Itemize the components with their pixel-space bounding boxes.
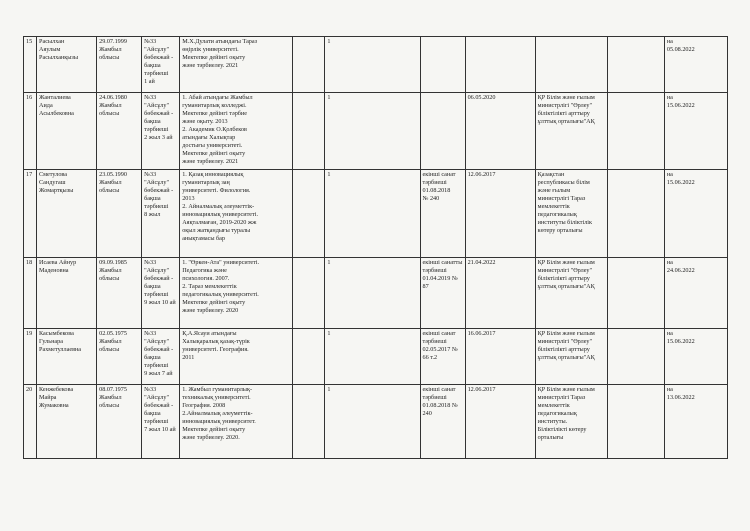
cell-text-line: бөбекжай -	[144, 187, 174, 194]
cell-text-line: ҚР Білім және ғылым	[537, 259, 595, 266]
cell-text-line: біліктілікті арттыру	[537, 110, 590, 117]
table-body	[24, 37, 728, 459]
cell-text-line: Аяулым	[39, 46, 61, 53]
cell-text-line: республикасы білім	[537, 179, 590, 186]
cell-text-line: "Айсұлу"	[144, 102, 170, 109]
cell-text-line: 02.05.1975	[99, 330, 127, 337]
cell-birth-date-region	[97, 385, 142, 459]
cell-text: 1	[327, 386, 331, 393]
cell-text-line: бақша	[144, 410, 161, 417]
cell-text-line: министрлігі Тараз	[537, 195, 586, 202]
cell-text-line: тәрбиеші 01.08.2018	[422, 179, 451, 194]
cell-text-line: 2011	[182, 354, 195, 361]
cell-text-line: 15.06.2022	[666, 338, 695, 345]
cell-text-line: бақша	[144, 62, 161, 69]
cell-text-line: тәрбиеші	[422, 267, 447, 274]
cell-text-line: облысы	[99, 110, 120, 117]
cell-empty	[293, 258, 325, 329]
cell-text-line: М.Х.Дулати атындағы Тараз	[182, 38, 258, 45]
cell-text-line: "Айсұлу"	[144, 46, 170, 53]
cell-text-line: Сметулова	[39, 171, 68, 178]
cell-text-line: 2. Тараз мемлекеттік	[182, 283, 237, 290]
cell-text-line: 1. "Өркен-Ата" университеті.	[182, 259, 260, 266]
cell-text-line: және тәрбиелеу. 2021	[182, 158, 239, 165]
cell-education	[180, 93, 293, 170]
table-row	[24, 329, 728, 385]
cell-text-line: бақша	[144, 283, 161, 290]
cell-text-line: ҚР Білім және ғылым	[537, 94, 595, 101]
cell-text-line: на	[666, 259, 673, 266]
cell-text-line: № 240	[422, 195, 440, 202]
cell-full-name	[37, 170, 97, 258]
cell-text-line: Сандугаш	[39, 179, 66, 186]
cell-text-line: 2. Айналмалық әлеуметтік-	[182, 203, 255, 210]
cell-count	[325, 258, 420, 329]
cell-text-line: университеті. Филология.	[182, 187, 251, 194]
cell-blank	[607, 385, 664, 459]
cell-text-line: Исаева Айнур	[39, 259, 77, 266]
staff-table	[23, 36, 728, 459]
cell-text-line: педагогикалық университеті.	[182, 291, 259, 298]
cell-text-line: 2.Айналмалық әлеуметтік-	[182, 410, 253, 417]
cell-due-date	[664, 385, 727, 459]
cell-empty	[293, 385, 325, 459]
cell-empty	[293, 37, 325, 93]
cell-blank	[607, 93, 664, 170]
cell-text-line: тәрбиеші	[422, 394, 447, 401]
cell-text-line: Аяқталмаған, 2019-2020 жж	[182, 219, 257, 226]
cell-text-line: №33	[144, 330, 157, 337]
cell-workplace-position	[142, 258, 180, 329]
cell-text-line: бақша	[144, 195, 161, 202]
cell-text-line: бөбекжай -	[144, 54, 174, 61]
cell-text: 15	[26, 38, 33, 45]
cell-text-line: институты біліктілік	[537, 219, 593, 226]
cell-text-line: 1 ай	[144, 78, 155, 85]
table-row	[24, 385, 728, 459]
cell-text-line: 29.07.1999	[99, 38, 127, 45]
cell-text-line: 23.05.1990	[99, 171, 127, 178]
cell-count	[325, 329, 420, 385]
cell-text-line: біліктілікті арттыру	[537, 346, 590, 353]
cell-text-line: ҚР Білім және ғылым	[537, 330, 595, 337]
cell-text-line: психология. 2007.	[182, 275, 230, 282]
cell-text-line: 1. Абай атындағы Жамбыл	[182, 94, 253, 101]
cell-workplace-position	[142, 170, 180, 258]
cell-category	[420, 37, 465, 93]
cell-text-line: Расылхан	[39, 38, 65, 45]
cell-text-line: гуманитарлық заң	[182, 179, 230, 186]
cell-text-line: педагогикалық	[537, 211, 577, 218]
cell-text-line: мемлекеттік	[537, 203, 570, 210]
cell-text-line: Жамбыл	[99, 102, 122, 109]
cell-text-line: Жанталиева	[39, 94, 71, 101]
cell-text-line: 09.09.1985	[99, 259, 127, 266]
cell-course-provider	[535, 258, 607, 329]
cell-text-line: тәрбиеші	[144, 203, 169, 210]
cell-text-line: инновациялық университеті.	[182, 211, 259, 218]
cell-birth-date-region	[97, 93, 142, 170]
cell-due-date	[664, 93, 727, 170]
cell-text: 1	[327, 38, 331, 45]
cell-text-line: 9 жыл 7 ай	[144, 370, 173, 377]
cell-text: 12.06.2017	[467, 386, 496, 393]
cell-text-line: Кенжебекова	[39, 386, 74, 393]
cell-text-line: 01.04.2019 № 87	[422, 275, 458, 290]
cell-course-date	[465, 329, 535, 385]
cell-text-line: Расылханқызы	[39, 54, 79, 61]
cell-text: 21.04.2022	[467, 259, 496, 266]
cell-text-line: оқыл жатқандығы туралы	[182, 227, 251, 234]
cell-due-date	[664, 170, 727, 258]
cell-text-line: біліктілікті арттыру	[537, 275, 590, 282]
cell-course-provider	[535, 385, 607, 459]
cell-full-name	[37, 93, 97, 170]
cell-category	[420, 170, 465, 258]
cell-text: 1	[327, 94, 331, 101]
cell-empty	[293, 329, 325, 385]
cell-text-line: 2. Академик О.Қолбеков	[182, 126, 247, 133]
cell-text-line: №33	[144, 94, 157, 101]
cell-count	[325, 385, 420, 459]
cell-birth-date-region	[97, 37, 142, 93]
cell-full-name	[37, 37, 97, 93]
cell-text-line: және тәрбиелеу. 2020	[182, 307, 239, 314]
cell-text-line: инновациялық университет.	[182, 418, 256, 425]
cell-text-line: және оқыту. 2013	[182, 118, 228, 125]
cell-full-name	[37, 258, 97, 329]
cell-text-line: Рахметуллаевна	[39, 346, 82, 353]
cell-text-line: Жамбыл	[99, 338, 122, 345]
cell-text-line: 2 жыл 3 ай	[144, 134, 173, 141]
cell-number	[24, 37, 37, 93]
cell-text-line: 2013	[182, 195, 195, 202]
cell-education	[180, 170, 293, 258]
cell-text-line: 01.08.2018 № 240	[422, 402, 458, 417]
cell-education	[180, 258, 293, 329]
cell-count	[325, 37, 420, 93]
cell-course-date	[465, 170, 535, 258]
cell-text-line: Біліктілікті көтеру	[537, 426, 587, 433]
cell-text-line: 24.06.2022	[666, 267, 695, 274]
cell-course-date	[465, 258, 535, 329]
cell-text-line: Мектепке дейінгі тәрбие	[182, 110, 247, 117]
cell-text: 16	[26, 94, 33, 101]
cell-number	[24, 258, 37, 329]
cell-text-line: тәрбиеші	[144, 126, 169, 133]
cell-text-line: министрлігі "Өрлеу"	[537, 267, 592, 274]
cell-text-line: екінші санат	[422, 386, 456, 393]
cell-text-line: Маденовна	[39, 267, 69, 274]
cell-course-provider	[535, 93, 607, 170]
cell-text: 1	[327, 259, 331, 266]
cell-text: 1	[327, 330, 331, 337]
cell-empty	[293, 170, 325, 258]
cell-category	[420, 258, 465, 329]
cell-text-line: №33	[144, 38, 157, 45]
cell-text-line: және тәрбиелеу. 2021	[182, 62, 239, 69]
cell-course-provider	[535, 37, 607, 93]
cell-course-date	[465, 37, 535, 93]
cell-birth-date-region	[97, 329, 142, 385]
table-row	[24, 170, 728, 258]
cell-category	[420, 329, 465, 385]
cell-text-line: анықтамасы бар	[182, 235, 226, 242]
cell-text-line: на	[666, 38, 673, 45]
cell-course-provider	[535, 170, 607, 258]
cell-text-line: тәрбиеші	[144, 418, 169, 425]
table-row	[24, 258, 728, 329]
cell-text-line: Мектепке дейінгі оқыту	[182, 54, 246, 61]
cell-due-date	[664, 258, 727, 329]
cell-text-line: министрлігі "Өрлеу"	[537, 102, 592, 109]
cell-category	[420, 93, 465, 170]
cell-text-line: "Айсұлу"	[144, 394, 170, 401]
cell-text-line: №33	[144, 171, 157, 178]
cell-count	[325, 93, 420, 170]
cell-text-line: 8 жыл	[144, 211, 161, 218]
cell-text: 1	[327, 171, 331, 178]
cell-text-line: на	[666, 330, 673, 337]
cell-text-line: екінші санатты	[422, 259, 463, 266]
cell-text-line: Қ.А.Ясауи атындағы	[182, 330, 237, 337]
cell-text-line: Халықаралық қазақ-түрік	[182, 338, 250, 345]
cell-category	[420, 385, 465, 459]
cell-blank	[607, 37, 664, 93]
cell-text-line: "Айсұлу"	[144, 267, 170, 274]
cell-text: 17	[26, 171, 33, 178]
cell-text-line: мемлекеттік	[537, 402, 570, 409]
cell-text-line: достығы университеті.	[182, 142, 243, 149]
cell-blank	[607, 258, 664, 329]
cell-text: 06.05.2020	[467, 94, 496, 101]
cell-text-line: 9 жыл 10 ай	[144, 299, 176, 306]
cell-workplace-position	[142, 385, 180, 459]
cell-text-line: министрлігі "Өрлеу"	[537, 338, 592, 345]
cell-text-line: атындағы Халықтар	[182, 134, 236, 141]
table-row	[24, 93, 728, 170]
cell-text-line: орталығы	[537, 434, 564, 441]
cell-text-line: Жамбыл	[99, 267, 122, 274]
cell-text-line: на	[666, 94, 673, 101]
cell-text-line: тәрбиеші	[144, 291, 169, 298]
cell-text-line: Жамбыл	[99, 179, 122, 186]
cell-text-line: География. 2008	[182, 402, 226, 409]
cell-number	[24, 93, 37, 170]
cell-text-line: Мектепке дейінгі оқыту	[182, 426, 246, 433]
cell-text-line: Асылбековна	[39, 110, 74, 117]
cell-text-line: облысы	[99, 346, 120, 353]
cell-text-line: Жамбыл	[99, 394, 122, 401]
cell-text: 12.06.2017	[467, 171, 496, 178]
cell-text-line: 1. Жамбыл гуманитарлық-	[182, 386, 253, 393]
cell-text-line: 7 жыл 10 ай	[144, 426, 176, 433]
cell-text-line: университеті. География.	[182, 346, 249, 353]
cell-empty	[293, 93, 325, 170]
cell-text-line: тәрбиеші	[144, 362, 169, 369]
cell-text-line: 15.06.2022	[666, 179, 695, 186]
cell-workplace-position	[142, 329, 180, 385]
cell-text-line: 05.08.2022	[666, 46, 695, 53]
cell-text: 18	[26, 259, 33, 266]
cell-text-line: көтеру орталығы	[537, 227, 583, 234]
cell-education	[180, 37, 293, 93]
cell-text-line: Касымбекова	[39, 330, 74, 337]
cell-text-line: облысы	[99, 54, 120, 61]
cell-text-line: облысы	[99, 402, 120, 409]
cell-text-line: тәрбиеші	[422, 338, 447, 345]
cell-text-line: өңірлік университеті.	[182, 46, 239, 53]
cell-text-line: бақша	[144, 354, 161, 361]
cell-education	[180, 329, 293, 385]
cell-course-date	[465, 93, 535, 170]
cell-text-line: Мектепке дейінгі оқыту	[182, 299, 246, 306]
cell-text-line: бөбекжай -	[144, 346, 174, 353]
cell-number	[24, 329, 37, 385]
cell-text-line: ұлттық орталығы"АҚ	[537, 283, 595, 290]
cell-text: 20	[26, 386, 33, 393]
cell-text-line: 13.06.2022	[666, 394, 695, 401]
cell-course-date	[465, 385, 535, 459]
cell-text-line: және ғылым	[537, 187, 571, 194]
cell-number	[24, 170, 37, 258]
cell-text-line: ұлттық орталығы"АҚ	[537, 118, 595, 125]
cell-text-line: бақша	[144, 118, 161, 125]
cell-text-line: министрлігі Тараз	[537, 394, 586, 401]
cell-text-line: және тәрбиелеу. 2020.	[182, 434, 240, 441]
cell-text-line: 08.07.1975	[99, 386, 127, 393]
cell-education	[180, 385, 293, 459]
cell-due-date	[664, 329, 727, 385]
cell-text: 19	[26, 330, 33, 337]
cell-text: 16.06.2017	[467, 330, 496, 337]
cell-workplace-position	[142, 93, 180, 170]
cell-due-date	[664, 37, 727, 93]
cell-blank	[607, 329, 664, 385]
cell-birth-date-region	[97, 258, 142, 329]
cell-text-line: 1. Қазақ инновациялық	[182, 171, 244, 178]
cell-text-line: бөбекжай -	[144, 402, 174, 409]
cell-text-line: 02.05.2017 № 66 т.2	[422, 346, 458, 361]
cell-text-line: Педагогика және	[182, 267, 227, 274]
cell-text-line: 24.06.1980	[99, 94, 127, 101]
cell-text-line: №33	[144, 386, 157, 393]
cell-blank	[607, 170, 664, 258]
cell-birth-date-region	[97, 170, 142, 258]
cell-text-line: екінші санат	[422, 171, 456, 178]
cell-text-line: 15.06.2022	[666, 102, 695, 109]
cell-text-line: "Айсұлу"	[144, 179, 170, 186]
cell-text-line: педагогикалық	[537, 410, 577, 417]
cell-text-line: Гульнара	[39, 338, 63, 345]
cell-text-line: бөбекжай -	[144, 275, 174, 282]
cell-course-provider	[535, 329, 607, 385]
cell-text-line: Жумаковна	[39, 402, 69, 409]
cell-text-line: ұлттық орталығы"АҚ	[537, 354, 595, 361]
cell-workplace-position	[142, 37, 180, 93]
cell-number	[24, 385, 37, 459]
cell-text-line: "Айсұлу"	[144, 338, 170, 345]
cell-text-line: Майра	[39, 394, 57, 401]
cell-text-line: институты.	[537, 418, 568, 425]
cell-full-name	[37, 329, 97, 385]
cell-text-line: №33	[144, 259, 157, 266]
cell-text-line: ҚР Білім және ғылым	[537, 386, 595, 393]
cell-text-line: на	[666, 386, 673, 393]
cell-full-name	[37, 385, 97, 459]
cell-text-line: Мектепке дейінгі оқыту	[182, 150, 246, 157]
cell-text-line: облысы	[99, 275, 120, 282]
cell-text-line: бөбекжай -	[144, 110, 174, 117]
cell-text-line: техникалық университеті.	[182, 394, 251, 401]
table-row	[24, 37, 728, 93]
cell-text-line: Қазақстан	[537, 171, 565, 178]
cell-text-line: Аида	[39, 102, 53, 109]
cell-text-line: екінші санат	[422, 330, 456, 337]
cell-text-line: Жомартқызы	[39, 187, 74, 194]
cell-text-line: облысы	[99, 187, 120, 194]
cell-text-line: на	[666, 171, 673, 178]
cell-count	[325, 170, 420, 258]
cell-text-line: тәрбиеші	[144, 70, 169, 77]
cell-text-line: Жамбыл	[99, 46, 122, 53]
cell-text-line: гуманитарлық колледжі.	[182, 102, 247, 109]
